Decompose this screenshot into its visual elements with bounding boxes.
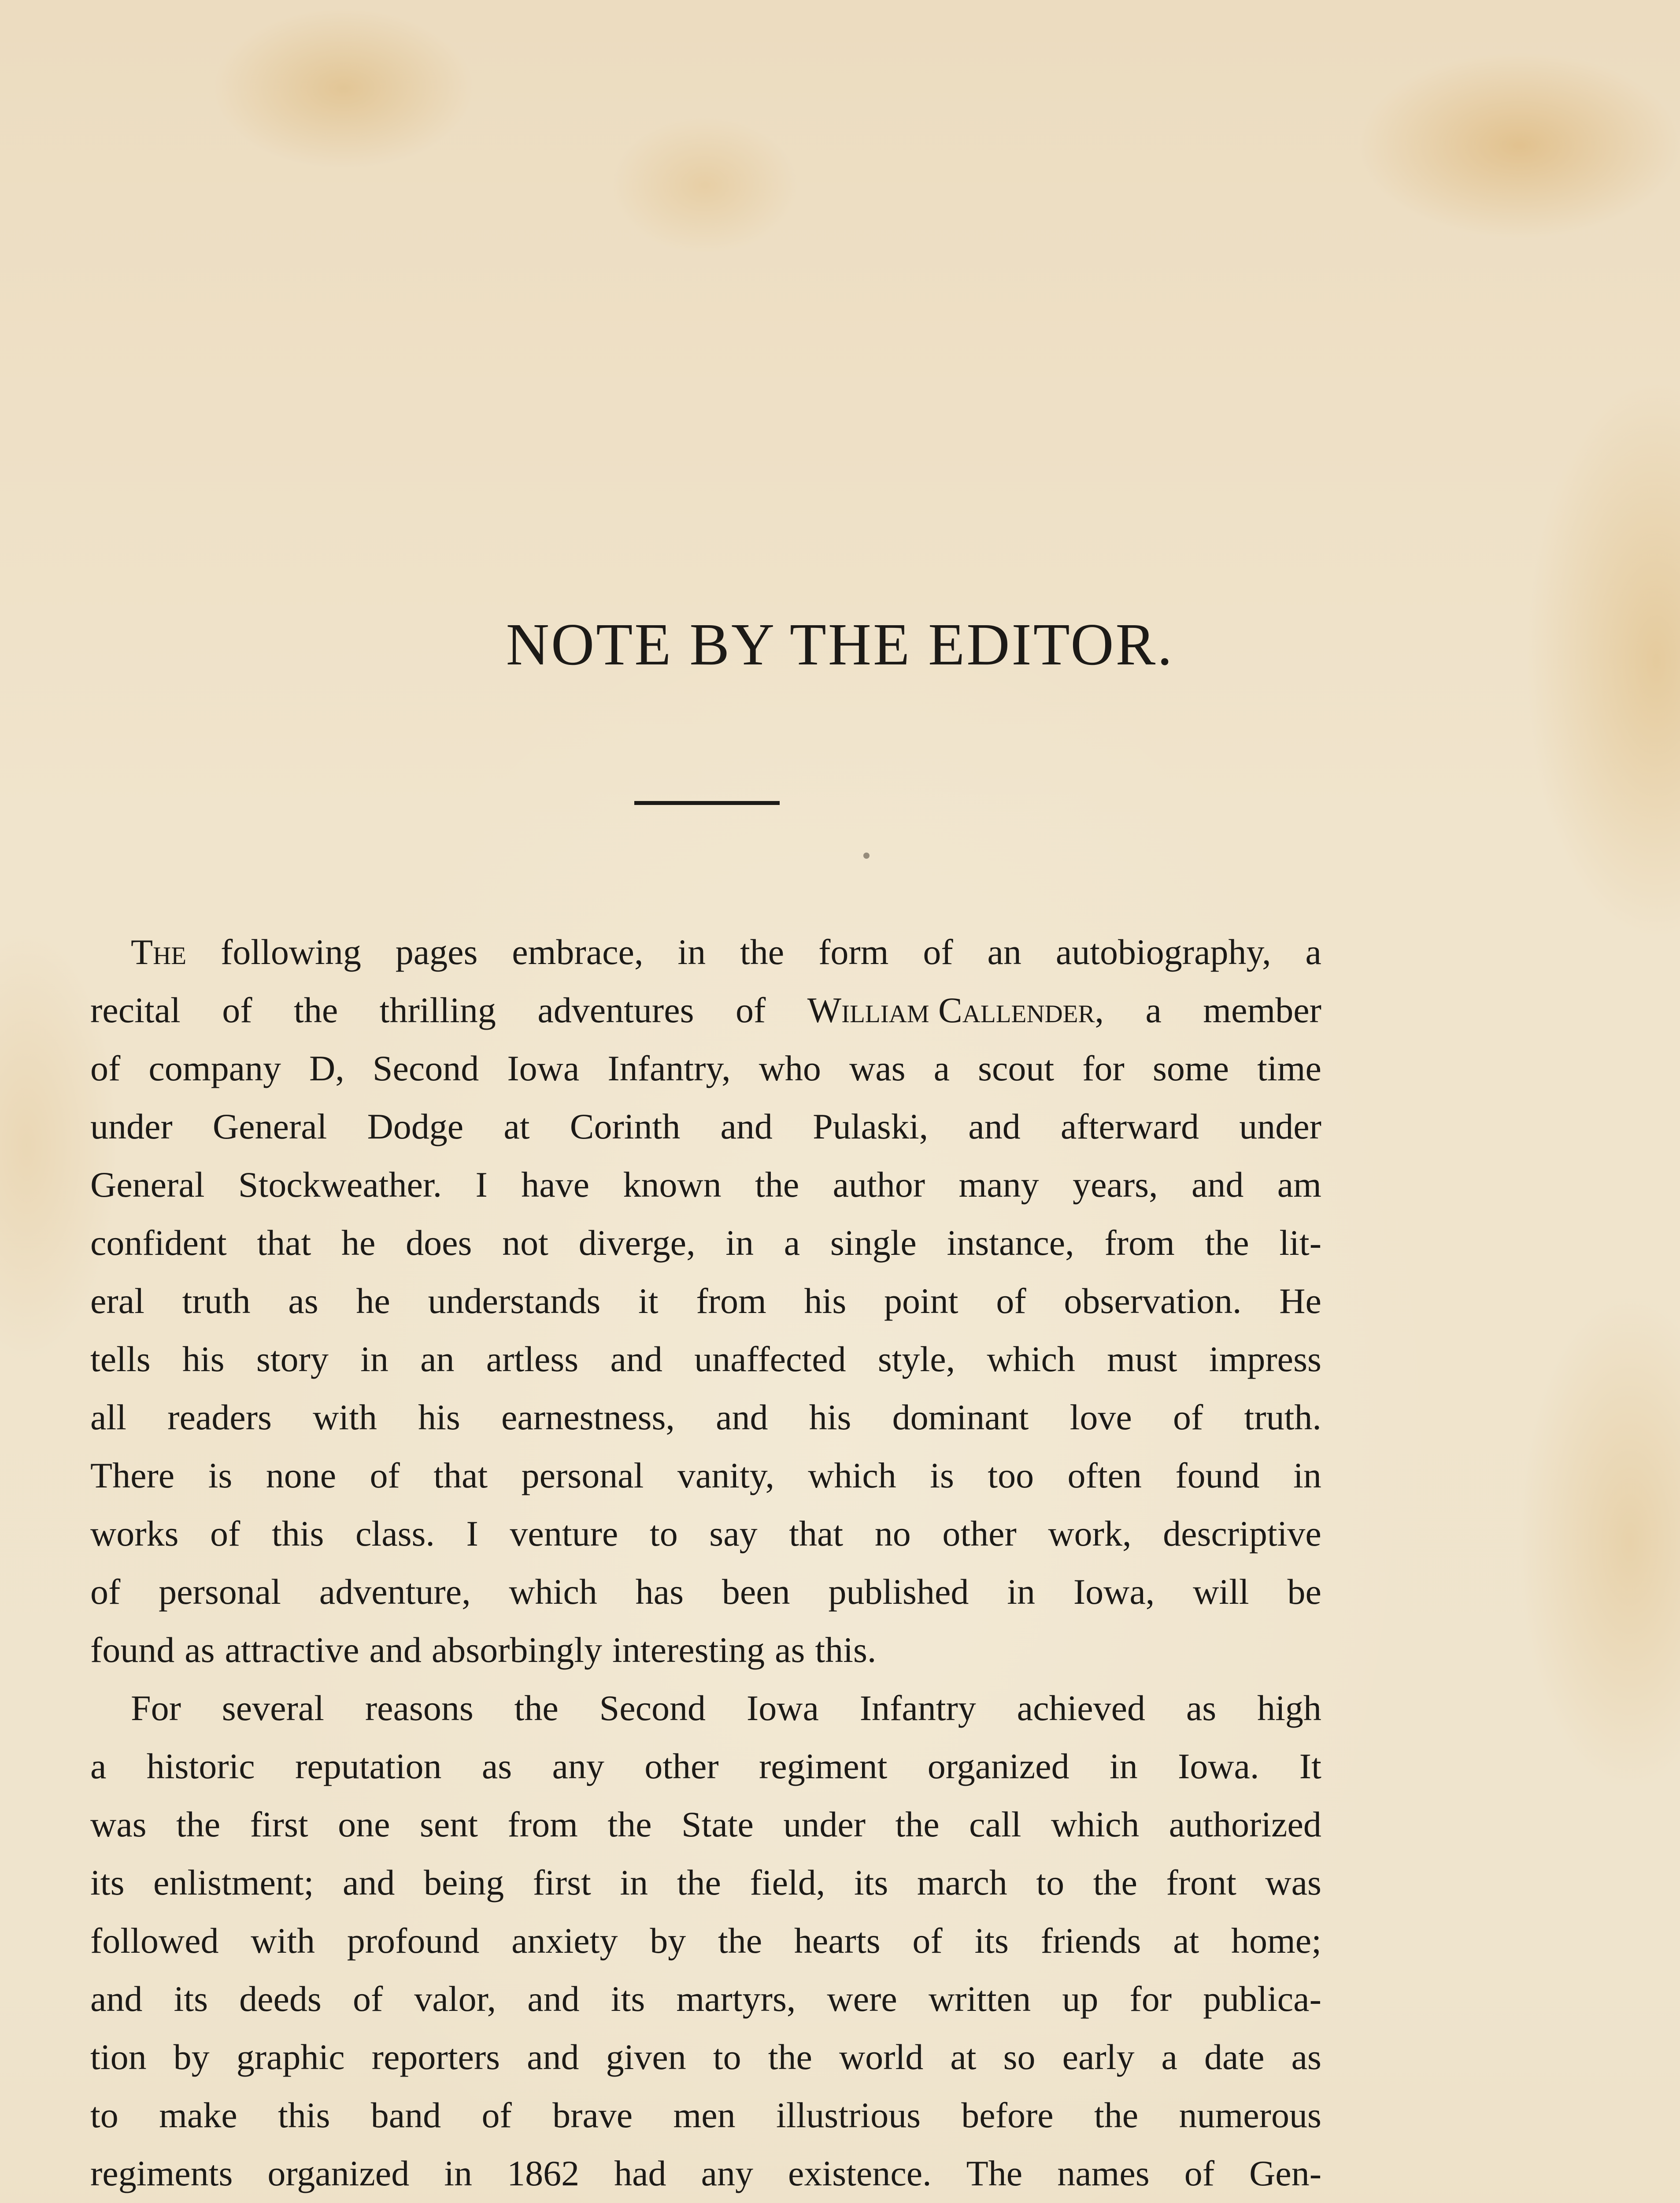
text-line: regiments organized in 1862 had any existence. The names of Gen- — [90, 2153, 1321, 2193]
page-title: NOTE BY THE EDITOR. — [506, 612, 1174, 678]
text-line: recital of the thrilling adventures of William Callender, a member — [90, 990, 1321, 1030]
text-line: confident that he does not diverge, in a single instance, from the lit- — [90, 1223, 1321, 1263]
text-line: found as attractive and absorbingly interesting as this. — [90, 1630, 877, 1670]
text-line: tells his story in an artless and unaffected style, which must impress — [90, 1339, 1321, 1379]
ink-speck — [863, 853, 870, 859]
text-line: tion by graphic reporters and given to the world at so early a date as — [90, 2037, 1321, 2077]
text-line: There is none of that personal vanity, which is too often found in — [90, 1455, 1321, 1495]
text-line: under General Dodge at Corinth and Pulaski, and afterward under — [90, 1106, 1321, 1146]
text-line: eral truth as he understands it from his point of observation. He — [90, 1281, 1321, 1321]
text-line: followed with profound anxiety by the hearts of its friends at home; — [90, 1921, 1321, 1961]
text-line: General Stockweather. I have known the author many years, and am — [90, 1165, 1321, 1205]
text-line: a historic reputation as any other regiment organized in Iowa. It — [90, 1746, 1321, 1786]
text-line: to make this band of brave men illustrious before the numerous — [90, 2095, 1321, 2135]
text-line: its enlistment; and being first in the field, its march to the front was — [90, 1862, 1321, 1903]
text-line: The following pages embrace, in the form of an autobiography, a — [131, 932, 1321, 972]
text-line: all readers with his earnestness, and his dominant love of truth. — [90, 1397, 1321, 1437]
text-line: and its deeds of valor, and its martyrs, were written up for publica- — [90, 1979, 1321, 2019]
body-text — [90, 923, 1321, 2203]
text-line: works of this class. I venture to say that no other work, descriptive — [90, 1513, 1321, 1554]
text-line: For several reasons the Second Iowa Infantry achieved as high — [131, 1688, 1321, 1728]
title-rule — [634, 801, 780, 805]
text-line: of personal adventure, which has been published in Iowa, will be — [90, 1572, 1321, 1612]
text-line: was the first one sent from the State under the call which authorized — [90, 1804, 1321, 1844]
text-line: of company D, Second Iowa Infantry, who was a scout for some time — [90, 1048, 1321, 1088]
